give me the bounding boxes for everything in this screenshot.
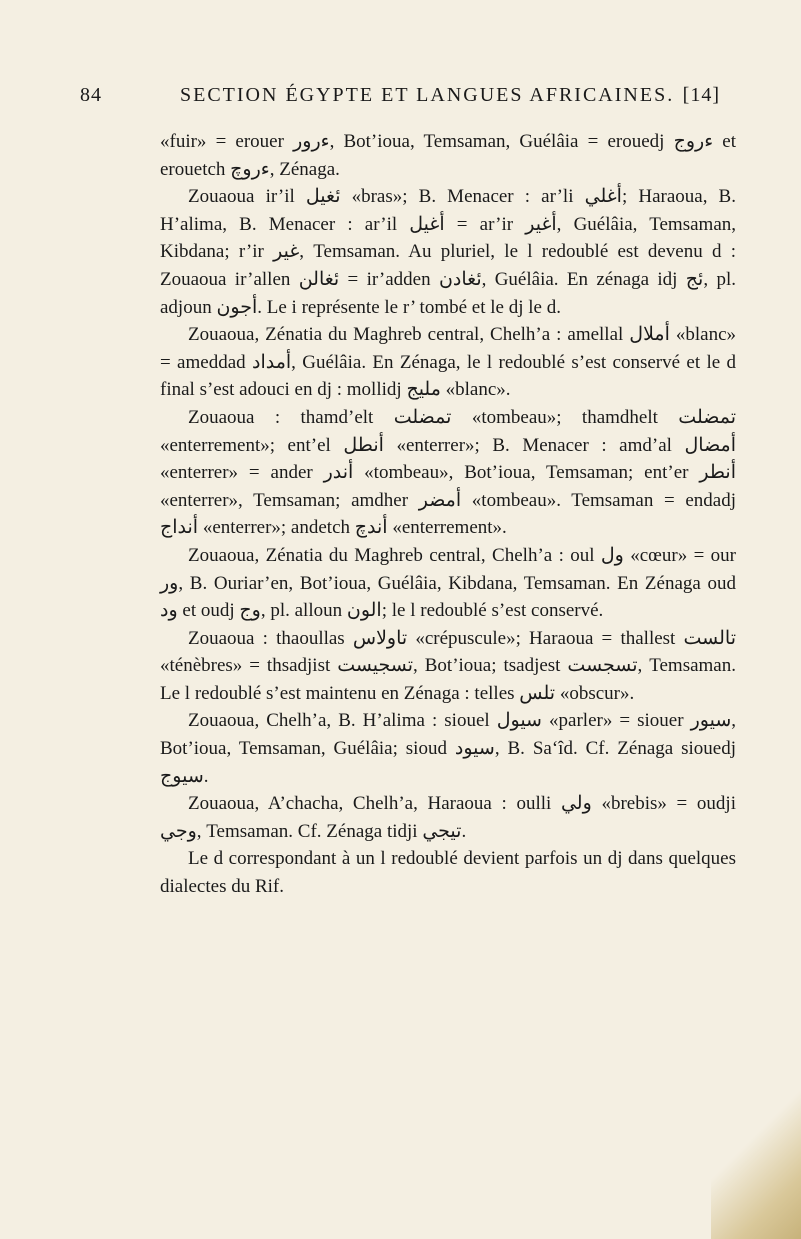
page-corner-stain	[711, 1079, 801, 1239]
paragraph: Zouaoua, Zénatia du Maghreb central, Chelh’a : oul ول «cœur» = our ور, B. Ouriar’en, Bot’ioua, Guélâia, Kibdana, Temsaman. En Zénaga oud ود et oudj وج, pl. alloun الون; le l redoublé s’est conservé.	[160, 544, 736, 622]
page-header	[80, 84, 720, 114]
section-reference: [14]	[682, 84, 720, 106]
page-number: 84	[80, 84, 102, 106]
paragraph: Zouaoua, Chelh’a, B. H’alima : siouel سيول «parler» = siouer سيور, Bot’ioua, Temsaman, Guélâia; sioud سيود, B. Sa‘îd. Cf. Zénaga siouedj سيوج.	[160, 710, 736, 787]
paragraph: Zouaoua : thamd’elt تمضلت «tombeau»; thamdhelt تمضلت «enterrement»; ent’el أنطل «enterrer»; B. Menacer : amd’al أمضال «enterrer» = ander أندر «tombeau», Bot’ioua, Temsaman; ent’er أنطر «enterrer», Temsaman; amdher أمضر «tombeau». Temsaman = endadj أنداج «enterrer»; andetch أندچ «enterrement».	[160, 406, 736, 539]
paragraph: Le d correspondant à un l redoublé devient parfois un dj dans quelques dialectes du Rif.	[160, 848, 736, 898]
running-title: SECTION ÉGYPTE ET LANGUES AFRICAINES.	[180, 84, 675, 106]
paragraph: Zouaoua : thaoullas تاولاس «crépuscule»; Haraoua = thallest تالست «ténèbres» = thsadjist تسجيست, Bot’ioua; tsadjest تسجست, Temsaman. Le l redoublé s’est maintenu en Zénaga : telles تلس «obscur».	[160, 627, 736, 704]
paragraph: «fuir» = erouer ءرور, Bot’ioua, Temsaman, Guélâia = erouedj ءروج et erouetch ءروچ, Zénaga.	[160, 131, 737, 180]
body-text	[160, 128, 736, 901]
paragraph: Zouaoua ir’il ئغيل «bras»; B. Menacer : ar’li أغلي; Haraoua, B. H’alima, B. Menacer : ar’il أغيل = ar’ir أغير, Guélâia, Temsaman, Kibdana; r’ir غير, Temsaman. Au pluriel, le l redoublé est devenu d : Zouaoua ir’allen ئغالن = ir’adden ئغادن, Guélâia. En zénaga idj ئج, pl. adjoun أجون. Le i représente le r’ tombé et le dj le d.	[160, 186, 736, 318]
paragraph: Zouaoua, Zénatia du Maghreb central, Chelh’a : amellal أملال «blanc» = ameddad أمداد, Guélâia. En Zénaga, le l redoublé s’est conservé et le d final s’est adouci en dj : mollidj مليج «blanc».	[160, 324, 737, 401]
paragraph: Zouaoua, A’chacha, Chelh’a, Haraoua : oulli ولي «brebis» = oudji وجي, Temsaman. Cf. Zénaga tidji تيجي.	[160, 793, 736, 842]
